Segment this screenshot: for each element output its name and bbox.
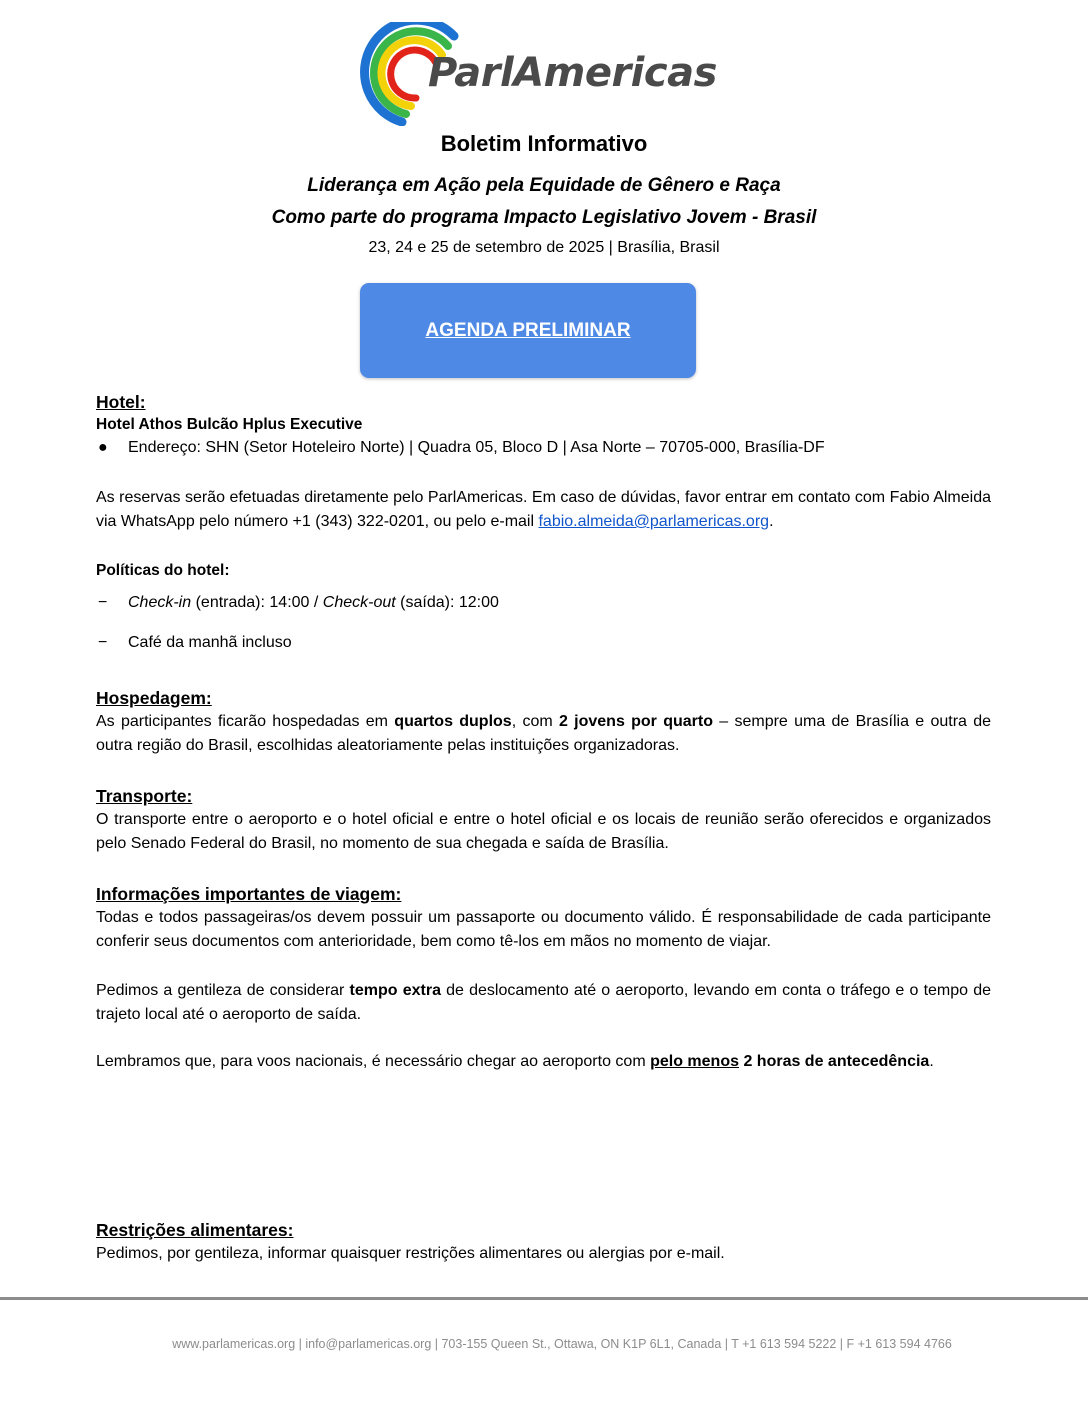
hotel-address-item (96, 436, 991, 460)
transport-text: O transporte entre o aeroporto e o hotel oficial e entre o hotel oficial e os locais de reunião serão oferecidos e organizados pelo Senado Federal do Brasil, no momento de sua chegada e saída de Brasília. (96, 811, 991, 852)
hotel-section (96, 390, 991, 460)
reservations-paragraph (96, 486, 991, 534)
transport-section (96, 784, 991, 856)
lodging-heading: Hospedagem: (96, 688, 212, 708)
reservations-text: As reservas serão efetuadas diretamente pelo ParlAmericas. Em caso de dúvidas, favor entrar em contato com Fabio Almeida via WhatsApp pelo número +1 (343) 322-0201, ou pelo e-mail (96, 489, 991, 530)
footer-contact: www.parlamericas.org | info@parlamericas.org | 703-155 Queen St., Ottawa, ON K1P 6L1, Canada | T +1 613 594 5222 | F +1 613 594 4766 (172, 1337, 952, 1351)
contact-email-link[interactable]: fabio.almeida@parlamericas.org (538, 513, 770, 530)
transport-heading: Transporte: (96, 786, 193, 806)
breakfast-note: Café da manhã incluso (128, 634, 292, 651)
program-subtitle: Como parte do programa Impacto Legislativo Jovem - Brasil (271, 207, 817, 228)
checkin-time: (entrada): 14:00 / (191, 594, 323, 611)
checkout-time: (saída): 12:00 (395, 594, 499, 611)
travel-documents-text: Todas e todos passageiras/os devem possuir um passaporte ou documento válido. É responsabilidade de cada participante conferir seus documentos com anterioridade, bem como tê-los em mãos no momento de viajar. (96, 909, 991, 950)
diet-text: Pedimos, por gentileza, informar quaisquer restrições alimentares ou alergias por e-mail. (96, 1245, 725, 1262)
checkout-label: Check-out (322, 594, 396, 611)
reservations-period: . (769, 513, 774, 530)
agenda-preliminar-button[interactable] (360, 283, 696, 378)
travel-section (96, 882, 991, 954)
diet-section (96, 1218, 991, 1266)
footer-divider (0, 1297, 1088, 1300)
page-title: Boletim Informativo (440, 131, 648, 156)
checkin-label: Check-in (128, 594, 192, 611)
policies-heading: Políticas do hotel: (96, 562, 230, 579)
logo-wordmark: ParlAmericas (428, 50, 717, 96)
diet-heading: Restrições alimentares: (96, 1220, 294, 1240)
bullet-icon: ● (98, 439, 108, 456)
lodging-section (96, 686, 991, 758)
lodging-text: As participantes ficarão hospedadas em quartos duplos, com 2 jovens por quarto – sempre uma de Brasília e outra de outra região do Brasil, escolhidas aleatoriamente pelas instituições organizadoras. (96, 713, 992, 754)
event-subtitle: Liderança em Ação pela Equidade de Gênero e Raça (307, 175, 781, 196)
dash-icon: − (98, 594, 108, 611)
agenda-button-label[interactable]: AGENDA PRELIMINAR (425, 319, 631, 341)
dash-icon: − (98, 634, 108, 651)
hotel-policies (96, 559, 991, 655)
policy-item-checkin (96, 591, 991, 615)
hotel-name: Hotel Athos Bulcão Hplus Executive (96, 416, 363, 433)
travel-arrival-paragraph: Lembramos que, para voos nacionais, é necessário chegar ao aeroporto com pelo menos 2 horas de antecedência. (96, 1053, 934, 1070)
policy-item-breakfast (96, 631, 991, 655)
travel-extra-time-paragraph: Pedimos a gentileza de considerar tempo extra de deslocamento até o aeroporto, levando em conta o tráfego e o tempo de trajeto local até o aeroporto de saída. (96, 982, 991, 1023)
travel-heading: Informações importantes de viagem: (96, 884, 402, 904)
hotel-heading: Hotel: (96, 392, 146, 412)
hotel-address: Endereço: SHN (Setor Hoteleiro Norte) | Quadra 05, Bloco D | Asa Norte – 70705-000, Brasília-DF (128, 439, 825, 456)
parlamericas-logo (356, 22, 716, 126)
event-dateline: 23, 24 e 25 de setembro de 2025 | Brasília, Brasil (368, 239, 720, 256)
